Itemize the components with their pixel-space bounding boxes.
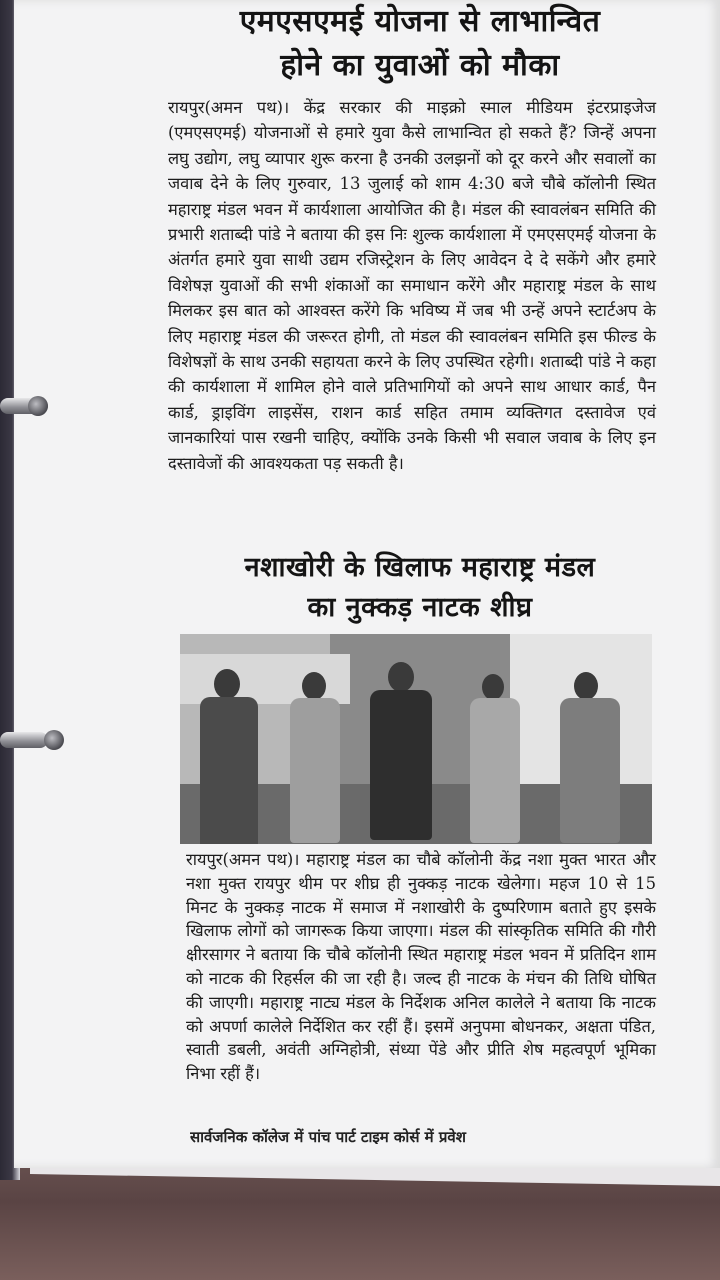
article2-headline-line2: का नुक्कड़ नाटक शीघ्र: [307, 592, 533, 623]
article1-headline-line2: होने का युवाओं को मौका: [280, 48, 560, 83]
article2-body: रायपुर(अमन पथ)। महाराष्ट्र मंडल का चौबे कॉलोनी केंद्र नशा मुक्त भारत और नशा मुक्त रायपुर थीम पर शीघ्र ही नुक्कड़ नाटक खेलेगा। महज 10 से 15 मिनट के नुक्कड़ नाटक में समाज में नशाखोरी के दुष्परिणाम बताते हुए इसके खिलाफ लोगों को जागरूक किया जाएगा। मंडल की सांस्कृतिक समिति की गौरी क्षीरसागर ने बताया कि चौबे कॉलोनी स्थित महाराष्ट्र मंडल भवन में प्रतिदिन शाम को नाटक की रिहर्सल की जा रही है। जल्द ही नाटक के मंचन की तिथि घोषित की जाएगी। महाराष्ट्र नाट्य मंडल के निर्देशक अनिल कालेले ने बताया कि नाटक को अपर्णा कालेले निर्देशित कर रहीं हैं। इसमें अनुपमा बोधनकर, अक्षता पंडित, स्वाती डबली, अवंती अग्निहोत्री, संध्या पेंडे और प्रीति शेष महत्वपूर्ण भूमिका निभा रहीं हैं।: [186, 850, 656, 1084]
next-article-headline-partial: सार्वजनिक कॉलेज में पांच पार्ट टाइम कोर्स में प्रवेश: [190, 1128, 466, 1144]
binder-ring-bottom: [0, 732, 48, 748]
article2-headline-line1: नशाखोरी के खिलाफ महाराष्ट्र मंडल: [244, 552, 596, 583]
article1-headline-line1: एमएसएमई योजना से लाभान्वित: [239, 4, 601, 39]
binder-ring-top-end: [28, 396, 48, 416]
rehearsal-photo: [180, 634, 652, 844]
article1-body: रायपुर(अमन पथ)। केंद्र सरकार की माइक्रो स्माल मीडियम इंटरप्राइजेज (एमएसएमई) योजनाओं से हमारे युवा कैसे लाभान्वित हो सकते हैं? जिन्हें अपना लघु उद्योग, लघु व्यापार शुरू करना है उनकी उलझनों को दूर करने और सवालों का जवाब देने के लिए गुरुवार, 13 जुलाई को शाम 4:30 बजे चौबे कॉलोनी स्थित महाराष्ट्र मंडल भवन में कार्यशाला आयोजित की है। मंडल की स्वावलंबन समिति की प्रभारी शताब्दी पांडे ने बताया की इस निः शुल्क कार्यशाला में एमएसएमई योजना के अंतर्गत हमारे युवा साथी उद्यम रजिस्ट्रेशन के लिए आवेदन दे दे सकेंगे और हमारे विशेषज्ञ युवाओं की सभी शंकाओं का समाधान करेंगे और महाराष्ट्र मंडल के साथ मिलकर इस बात को आश्वस्त करेंगे कि भविष्य में जब भी उन्हें अपने स्टार्टअप के लिए महाराष्ट्र मंडल की जरूरत होगी, तो मंडल की स्वावलंबन समिति इस फील्ड के विशेषज्ञों के साथ उनकी सहायता करने के लिए उपस्थित रहेगी। शताब्दी पांडे ने कहा की कार्यशाला में शामिल होने वाले प्रतिभागियों को अपने साथ आधार कार्ड, पैन कार्ड, ड्राइविंग लाइसेंस, राशन कार्ड सहित तमाम व्यक्तिगत दस्तावेज एवं जानकारियां पास रखनी चाहिए, क्योंकि उनके किसी भी सवाल जवाब के लिए इन दस्तावेजों की आवश्यकता पड़ सकती है।: [168, 98, 656, 473]
binder-ring-bottom-end: [44, 730, 64, 750]
